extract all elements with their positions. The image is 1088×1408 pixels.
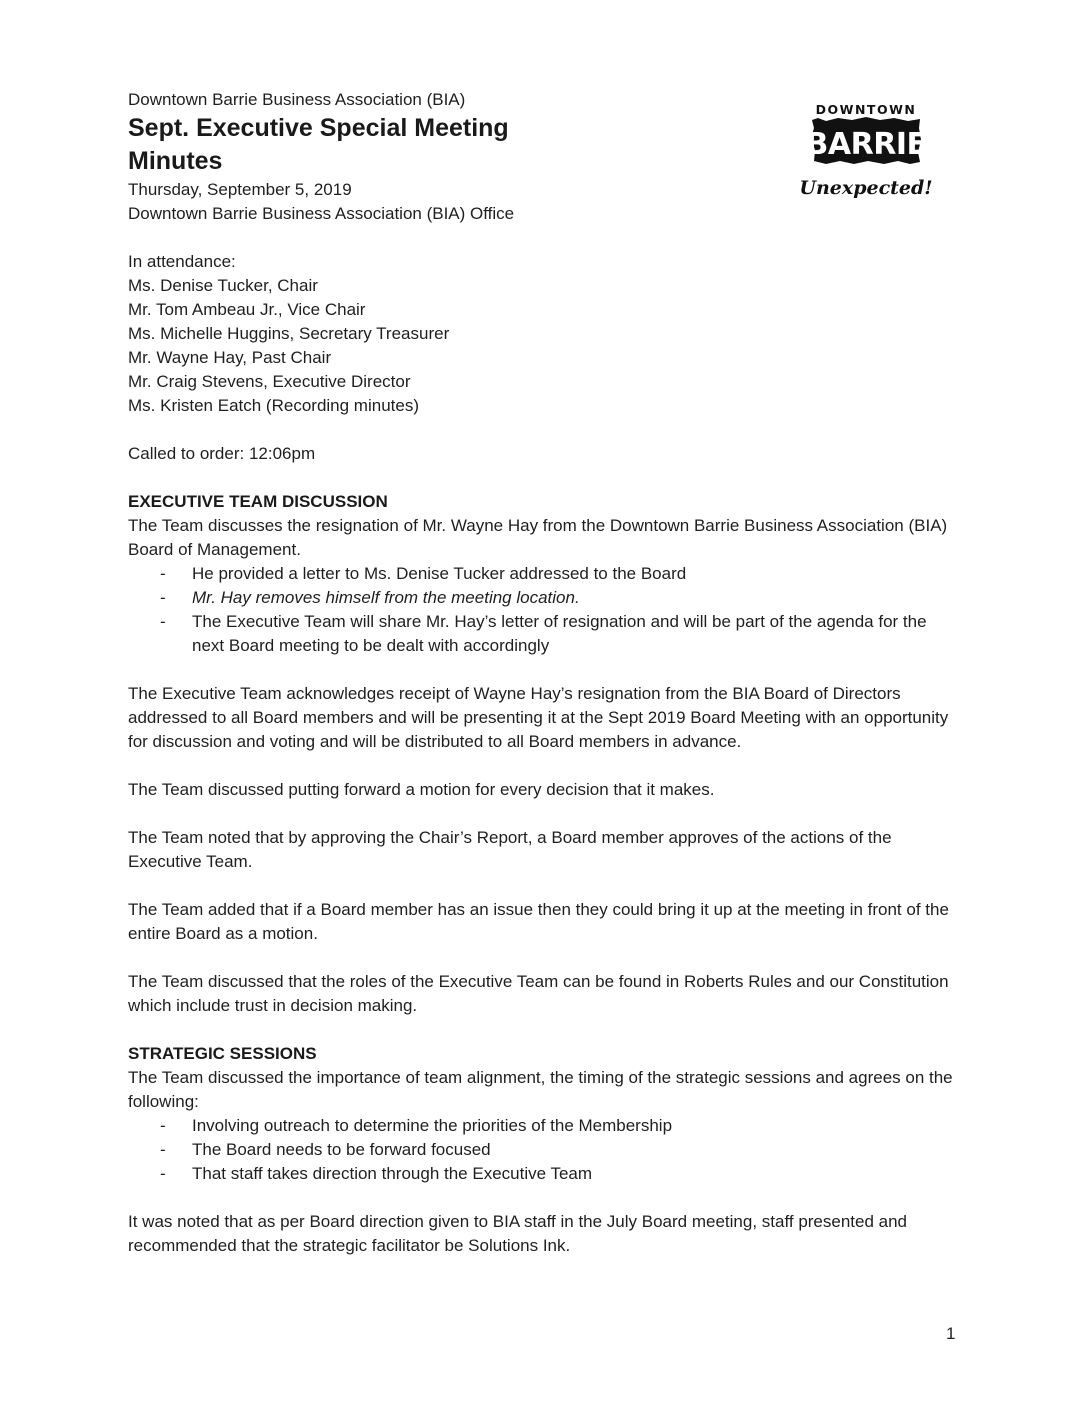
logo-tagline: Unexpected! <box>799 177 933 199</box>
attendee: Ms. Kristen Eatch (Recording minutes) <box>128 396 419 415</box>
list-item <box>128 562 958 586</box>
document-page <box>128 88 958 1258</box>
list-marker: - <box>160 588 166 607</box>
list-item-text: The Executive Team will share Mr. Hay’s letter of resignation and will be part of the agenda for the next Board meeting to be dealt with accordingly <box>192 612 927 655</box>
downtown-barrie-logo <box>799 98 933 208</box>
list-item-text: That staff takes direction through the Executive Team <box>192 1164 593 1183</box>
section-heading: EXECUTIVE TEAM DISCUSSION <box>128 492 388 511</box>
logo-top-text: DOWNTOWN <box>815 102 917 117</box>
list-item-text: The Board needs to be forward focused <box>192 1140 491 1159</box>
bullet-list <box>128 1114 958 1186</box>
paragraph: The Team discussed putting forward a motion for every decision that it makes. <box>128 780 715 799</box>
section-heading: STRATEGIC SESSIONS <box>128 1044 317 1063</box>
list-item <box>128 1162 958 1186</box>
page-number: 1 <box>946 1324 956 1343</box>
list-item-text: Involving outreach to determine the priorities of the Membership <box>192 1116 673 1135</box>
logo-main-text: BARRIE <box>805 127 927 162</box>
list-item <box>128 610 958 658</box>
page-title: Sept. Executive Special Meeting Minutes <box>128 114 509 175</box>
list-marker: - <box>160 1164 166 1183</box>
list-item <box>128 586 958 610</box>
list-item <box>128 1138 958 1162</box>
paragraph: It was noted that as per Board direction given to BIA staff in the July Board meeting, staff presented and recommended that the strategic facilitator be Solutions Ink. <box>128 1212 908 1255</box>
attendance-label: In attendance: <box>128 252 236 271</box>
paragraph: The Team added that if a Board member has an issue then they could bring it up at the meeting in front of the entire Board as a motion. <box>128 900 949 943</box>
list-item-text: Mr. Hay removes himself from the meeting location. <box>192 588 580 607</box>
list-item <box>128 1114 958 1138</box>
strategic-sessions-section <box>128 1042 958 1258</box>
paragraph: The Executive Team acknowledges receipt of Wayne Hay’s resignation from the BIA Board of Directors addressed to all Board members and will be presenting it at the Sept 2019 Board Meeting with an opportunity for discussion and voting and will be distributed to all Board members in advance. <box>128 684 949 751</box>
meeting-location: Downtown Barrie Business Association (BIA) Office <box>128 204 515 223</box>
attendee: Mr. Tom Ambeau Jr., Vice Chair <box>128 300 366 319</box>
paragraph: The Team discussed that the roles of the Executive Team can be found in Roberts Rules and our Constitution which include trust in decision making. <box>128 972 949 1015</box>
list-marker: - <box>160 1140 166 1159</box>
attendee: Ms. Denise Tucker, Chair <box>128 276 318 295</box>
logo-graphic <box>799 98 933 208</box>
meeting-date: Thursday, September 5, 2019 <box>128 180 352 199</box>
section-intro: The Team discussed the importance of team alignment, the timing of the strategic sessions and agrees on the following: <box>128 1068 953 1111</box>
attendee: Mr. Craig Stevens, Executive Director <box>128 372 411 391</box>
list-marker: - <box>160 612 166 631</box>
organization-name: Downtown Barrie Business Association (BIA) <box>128 90 466 109</box>
section-intro: The Team discusses the resignation of Mr. Wayne Hay from the Downtown Barrie Business Association (BIA) Board of Management. <box>128 516 948 559</box>
list-marker: - <box>160 1116 166 1135</box>
list-marker: - <box>160 564 166 583</box>
attendee: Mr. Wayne Hay, Past Chair <box>128 348 332 367</box>
attendee: Ms. Michelle Huggins, Secretary Treasurer <box>128 324 450 343</box>
bullet-list <box>128 562 958 658</box>
list-item-text: He provided a letter to Ms. Denise Tucker addressed to the Board <box>192 564 687 583</box>
executive-team-section <box>128 490 958 1018</box>
attendance-section <box>128 250 958 418</box>
paragraph: The Team noted that by approving the Chair’s Report, a Board member approves of the actions of the Executive Team. <box>128 828 892 871</box>
called-to-order: Called to order: 12:06pm <box>128 444 316 463</box>
